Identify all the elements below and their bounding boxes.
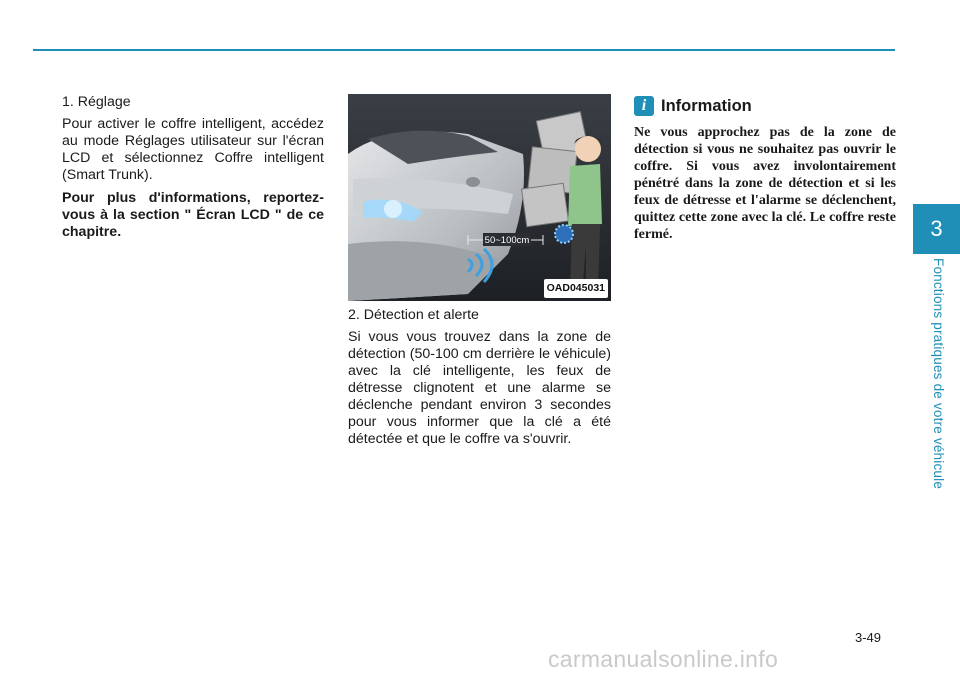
information-title: Information: [661, 96, 752, 115]
chapter-title: Fonctions pratiques de votre véhicule: [931, 258, 946, 490]
info-icon: i: [634, 96, 654, 116]
setting-paragraph: Pour activer le coffre intelligent, accédez au mode Réglages utilisateur sur l'écran LCD et sélectionnez Coffre intelligent (Smart Trunk).: [62, 116, 324, 183]
trunk-illustration: [348, 94, 611, 301]
section-heading-detection: 2. Détection et alerte: [348, 307, 479, 323]
information-body: Ne vous approchez pas de la zone de détection si vous ne souhaitez pas ouvrir le coffre. Si vous avez involontairement pénétré dans la zone de détection et si les feux de détresse et l'alarme se déclenchent, quittez cette zone avec la clé. Le coffre reste fermé.: [634, 125, 896, 242]
information-box: [634, 94, 896, 249]
trunk-illustration-drawing: [348, 94, 611, 301]
information-header: [634, 96, 896, 116]
header-rule: [33, 49, 895, 51]
watermark: carmanualsonline.info: [548, 646, 779, 672]
figure-code: OAD045031: [544, 279, 608, 298]
left-column: [62, 94, 324, 247]
page-number: 3-49: [855, 630, 882, 645]
middle-column: [348, 94, 611, 454]
detection-paragraph: Si vous vous trouvez dans la zone de détection (50-100 cm derrière le véhicule) avec la clé intelligente, les feux de détresse clignotent et une alarme se déclenche pendant environ 3 secondes pour vous informer que la clé a été détectée et que le coffre va s'ouvrir.: [348, 329, 611, 447]
distance-label: 50~100cm: [484, 235, 530, 246]
chapter-tab: 3: [913, 204, 960, 254]
reference-note: Pour plus d'informations, reportez-vous à la section " Écran LCD " de ce chapitre.: [62, 190, 324, 240]
section-heading-setting: 1. Réglage: [62, 94, 131, 110]
